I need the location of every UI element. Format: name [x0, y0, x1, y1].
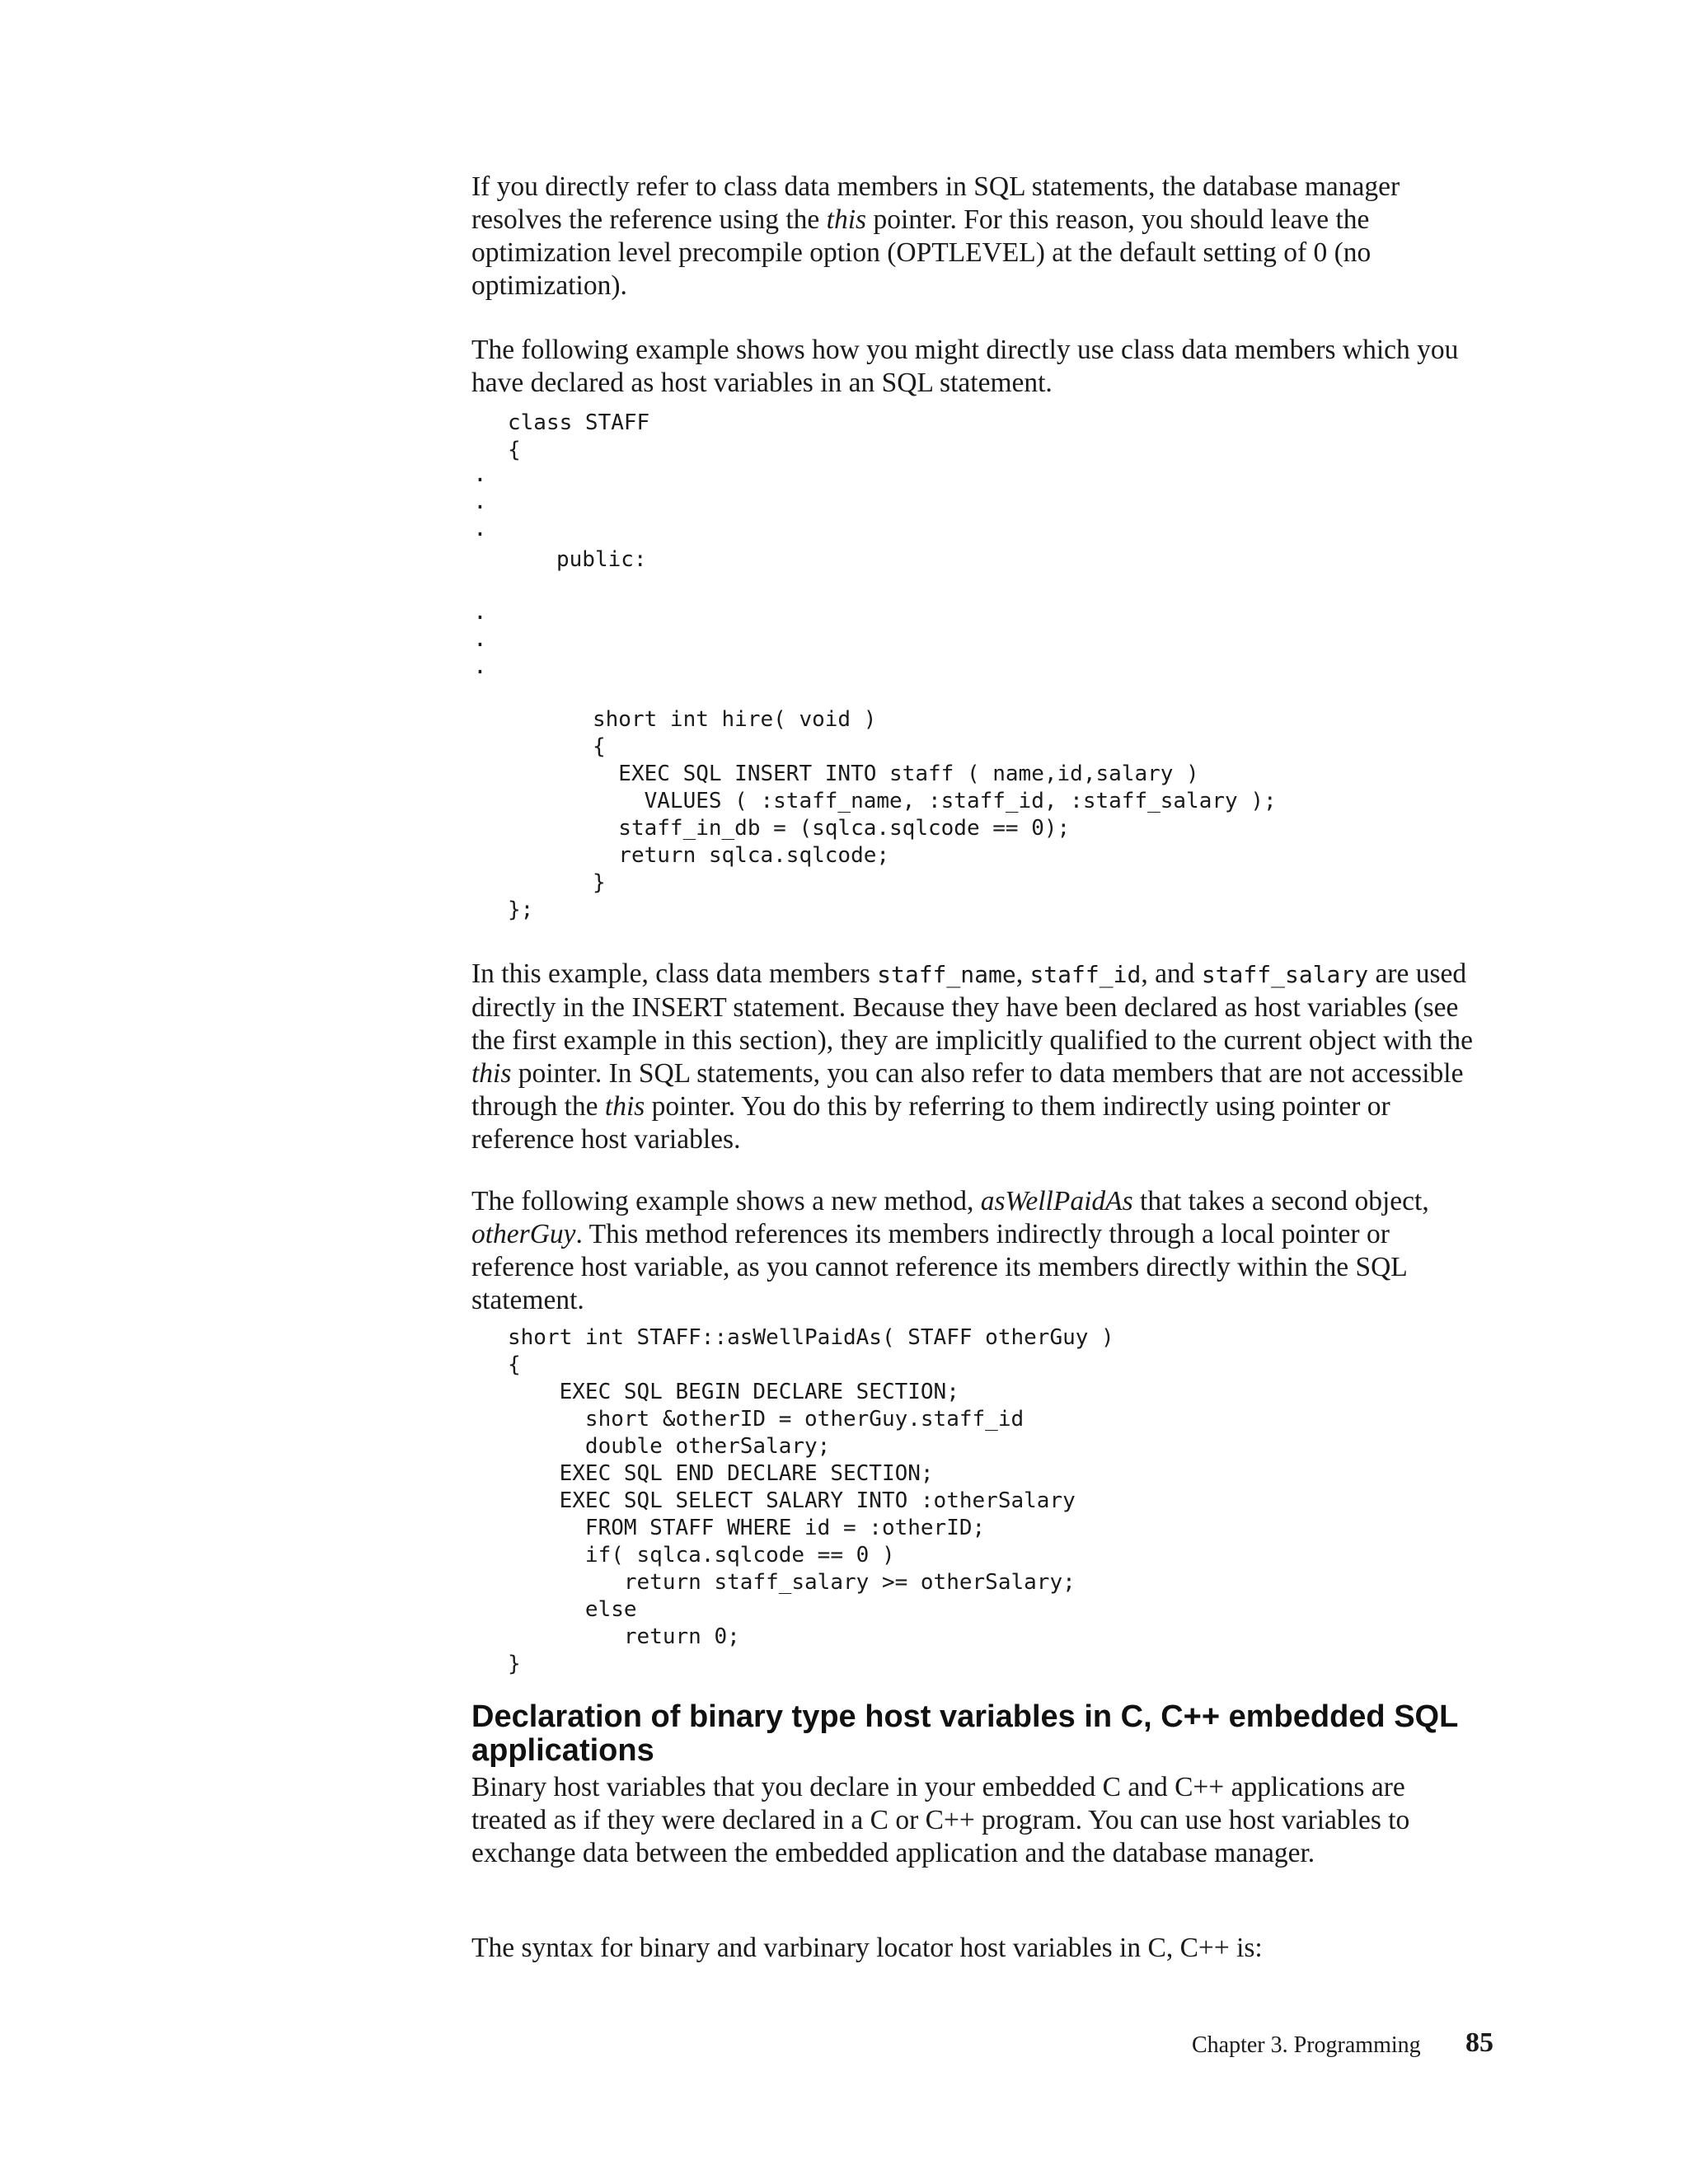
- footer-chapter-label: Chapter 3. Programming: [1192, 2032, 1421, 2058]
- paragraph-new-method: [471, 1185, 1485, 1317]
- code-aswellpaidas: short int STAFF::asWellPaidAs( STAFF otherGuy ) { EXEC SQL BEGIN DECLARE SECTION; short &otherID = otherGuy.staff_id double otherSalary; EXEC SQL END DECLARE SECTION; EXEC SQL SELECT SALARY INTO :otherSalary FROM STAFF WHERE id = :otherID; if( sqlca.sqlcode == 0 ) return staff_salary >= otherSalary; else return 0; }: [508, 1325, 1114, 1676]
- ellipsis-marker: . . .: [473, 598, 487, 679]
- text-run: , and: [1141, 958, 1202, 989]
- paragraph-optlevel: [471, 171, 1485, 302]
- emphasis-this: this: [471, 1058, 512, 1089]
- paragraph-syntax: The syntax for binary and varbinary locator host variables in C, C++ is:: [471, 1933, 1263, 1963]
- paragraph-explanation: [471, 958, 1485, 1156]
- text-run: pointer. You do this by referring to them indirectly using pointer or reference host variables.: [471, 1091, 1390, 1155]
- text-run: pointer. For this reason, you should leave the optimization level precompile option (OPTLEVEL) at the default setting of 0 (no optimization).: [471, 204, 1372, 301]
- ellipsis-marker: . . .: [473, 460, 487, 541]
- text-run: If you directly refer to class data members in SQL statements, the database manager resolves the reference using the: [471, 171, 1400, 235]
- emphasis-this: this: [604, 1091, 645, 1122]
- code-hire-method: short int hire( void ) { EXEC SQL INSERT INTO staff ( name,id,salary ) VALUES ( :staff_name, :staff_id, :staff_salary ); staff_in_db = (sqlca.sqlcode == 0); return sqlca.sqlcode; }: [593, 707, 1277, 895]
- code-inline: staff_id: [1029, 961, 1142, 988]
- code-inline: staff_name: [877, 961, 1016, 988]
- text-run: The following example shows a new method,: [471, 1186, 981, 1216]
- paragraph-binary-intro: Binary host variables that you declare in your embedded C and C++ applications are treated as if they were declared in a C or C++ program. You can use host variables to exchange data between the embedded application and the database manager.: [471, 1772, 1410, 1868]
- text-run: . This method references its members indirectly through a local pointer or reference host variable, as you cannot reference its members directly within the SQL statement.: [471, 1219, 1407, 1315]
- paragraph-example-intro: The following example shows how you might directly use class data members which you have declared as host variables in an SQL statement.: [471, 335, 1459, 398]
- code-close: };: [508, 898, 534, 922]
- text-run: In this example, class data members: [471, 958, 878, 989]
- emphasis-method-name: asWellPaidAs: [980, 1186, 1133, 1216]
- section-heading: Declaration of binary type host variables in C, C++ embedded SQL applications: [471, 1699, 1458, 1768]
- code-open-brace: {: [508, 438, 521, 462]
- text-run: that takes a second object,: [1132, 1186, 1429, 1216]
- text-run: are used directly in the INSERT statement. Because they have been declared as host variables (see the first example in this section), they are implicitly qualified to the current object with the: [471, 958, 1473, 1056]
- text-run: pointer. In SQL statements, you can also refer to data members that are not accessible through the: [471, 1058, 1464, 1122]
- code-public: public:: [556, 547, 647, 572]
- text-run: ,: [1015, 958, 1030, 989]
- code-class-decl: class STAFF: [508, 410, 650, 435]
- emphasis-object-name: otherGuy: [471, 1219, 576, 1249]
- footer-page-number: 85: [1465, 2027, 1493, 2058]
- emphasis-this: this: [826, 204, 867, 235]
- code-inline: staff_salary: [1201, 961, 1369, 988]
